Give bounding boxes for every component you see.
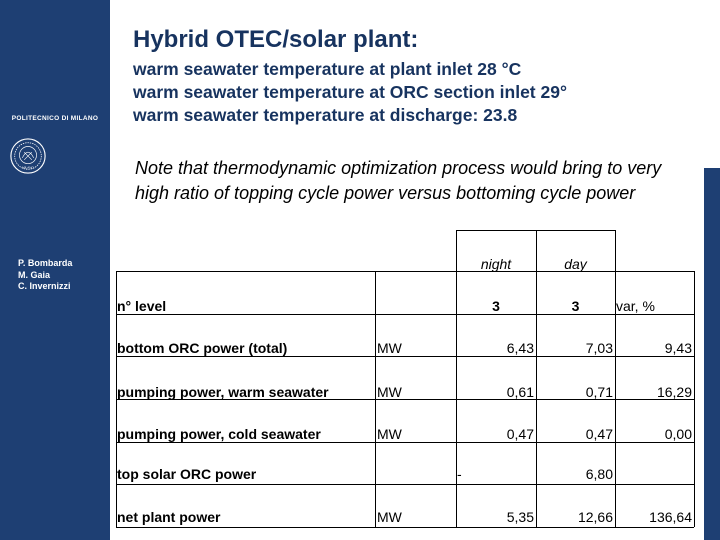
cell-day: 0,71 (585, 384, 613, 400)
row-label: top solar ORC power (117, 466, 257, 482)
author: C. Invernizzi (18, 281, 71, 291)
cell-day: 3 (571, 298, 580, 314)
table-line (694, 271, 695, 527)
author: P. Bombarda (18, 258, 73, 268)
table-line (615, 230, 616, 527)
cell-night: 5,35 (506, 509, 534, 525)
row-label: pumping power, cold seawater (117, 426, 321, 442)
table-line (536, 230, 537, 527)
row-label: bottom ORC power (total) (117, 340, 288, 356)
table-line (116, 527, 694, 528)
cell-night: - (457, 466, 462, 482)
subtitle-inlet-temperature: warm seawater temperature at plant inlet 28 °C (133, 59, 522, 79)
header-night: night (480, 256, 512, 272)
table-line (116, 484, 694, 485)
cell-var: 16,29 (656, 384, 692, 400)
cell-unit: MW (377, 340, 402, 356)
authors (18, 258, 72, 293)
table-line (116, 356, 694, 357)
subtitle-discharge-temperature: warm seawater temperature at discharge: 23.8 (133, 105, 518, 125)
table-line (375, 271, 376, 527)
cell-night: 0,61 (506, 384, 534, 400)
cell-var: 136,64 (649, 509, 692, 525)
cell-unit: MW (377, 426, 402, 442)
cell-var-header: var, % (616, 298, 655, 314)
subtitle-orc-inlet-temperature: warm seawater temperature at ORC section inlet 29° (133, 82, 567, 102)
header-day: day (564, 256, 587, 272)
author: M. Gaia (18, 269, 51, 280)
slide-title: Hybrid OTEC/solar plant: (133, 26, 419, 53)
table-line (116, 442, 694, 443)
cell-day: 0,47 (585, 426, 613, 442)
note-text: Note that thermodynamic optimization process would bring to very high ratio of topping cycle power versus bottoming cycle power (135, 158, 662, 203)
row-label: pumping power, warm seawater (117, 384, 329, 400)
cell-night: 6,43 (506, 340, 534, 356)
cell-day: 7,03 (585, 340, 613, 356)
right-accent-bar (704, 168, 720, 540)
table-line (456, 230, 457, 527)
cell-day: 12,66 (577, 509, 613, 525)
cell-var: 9,43 (664, 340, 692, 356)
cell-day: 6,80 (585, 466, 613, 482)
row-label: net plant power (117, 509, 221, 525)
university-name: POLITECNICO DI MILANO (11, 115, 99, 122)
cell-unit: MW (377, 384, 402, 400)
row-label: n° level (117, 298, 167, 314)
cell-night: 3 (492, 298, 500, 314)
university-seal-icon (9, 137, 47, 175)
table-line (116, 314, 694, 315)
seal-caption: MILANO (22, 165, 34, 170)
sidebar (0, 0, 110, 540)
cell-var: 0,00 (664, 426, 692, 442)
cell-unit: MW (377, 509, 402, 525)
cell-night: 0,47 (506, 426, 534, 442)
